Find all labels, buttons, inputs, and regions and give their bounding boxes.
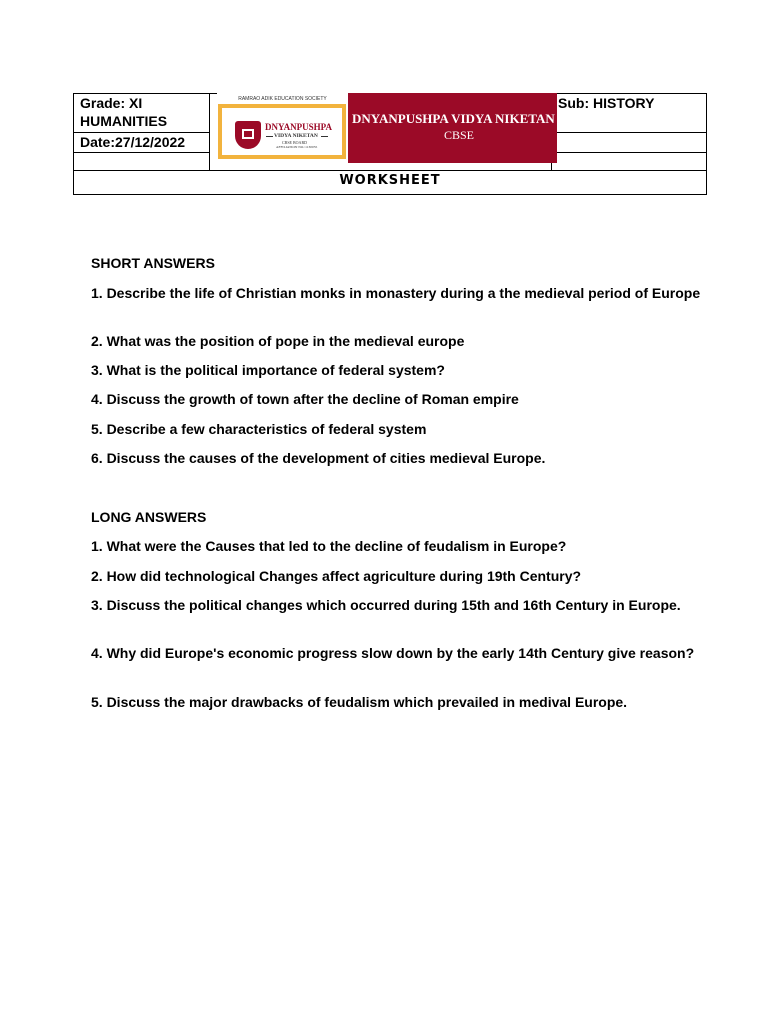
logo-school-sub: VIDYA NIKETAN [274, 133, 318, 139]
short-question-3: 3. What is the political importance of federal system? [91, 362, 445, 378]
short-question-5: 5. Describe a few characteristics of federal system [91, 421, 427, 437]
long-question-4: 4. Why did Europe's economic progress slow down by the early 14th Century give reason? [91, 645, 695, 661]
logo-school-name: DNYANPUSHPA [265, 122, 333, 132]
short-question-1: 1. Describe the life of Christian monks in monastery during a the medieval period of Europe [91, 285, 701, 301]
long-answers-heading: LONG ANSWERS [91, 509, 207, 525]
short-question-6: 6. Discuss the causes of the development of cities medieval Europe. [91, 450, 546, 466]
table-divider-left-row2 [73, 152, 210, 153]
logo-frame [218, 104, 346, 159]
table-divider-worksheet [73, 170, 707, 171]
header-table [73, 93, 707, 195]
short-question-2: 2. What was the position of pope in the medieval europe [91, 333, 465, 349]
date-label: Date:27/12/2022 [80, 134, 186, 150]
school-logo [217, 93, 557, 163]
table-divider-right-row2 [551, 152, 707, 153]
table-divider-right-row1 [551, 132, 707, 133]
table-border-bottom [73, 194, 707, 195]
worksheet-title: WORKSHEET [339, 173, 441, 188]
short-answers-heading: SHORT ANSWERS [91, 255, 215, 271]
school-banner [348, 93, 557, 163]
banner-subtitle: CBSE [443, 128, 474, 142]
logo-emblem-area [217, 93, 348, 163]
grade-label: Grade: XI [80, 95, 143, 111]
school-crest-icon [235, 121, 261, 149]
long-question-5: 5. Discuss the major drawbacks of feudalism which prevailed in medival Europe. [91, 694, 628, 710]
society-name: RAMRAO ADIK EDUCATION SOCIETY [238, 96, 327, 102]
logo-affiliation: AFFILIATION NO.:1130055 [276, 145, 318, 149]
short-question-4: 4. Discuss the growth of town after the decline of Roman empire [91, 391, 519, 407]
long-question-1: 1. What were the Causes that led to the decline of feudalism in Europe? [91, 538, 567, 554]
logo-board: CBSE BOARD [282, 140, 308, 145]
banner-title: DNYANPUSHPA VIDYA NIKETAN [352, 111, 555, 126]
stream-label: HUMANITIES [80, 113, 168, 129]
long-question-3: 3. Discuss the political changes which occurred during 15th and 16th Century in Europe. [91, 597, 681, 613]
long-question-2: 2. How did technological Changes affect agriculture during 19th Century? [91, 568, 582, 584]
subject-label: Sub: HISTORY [558, 95, 655, 111]
